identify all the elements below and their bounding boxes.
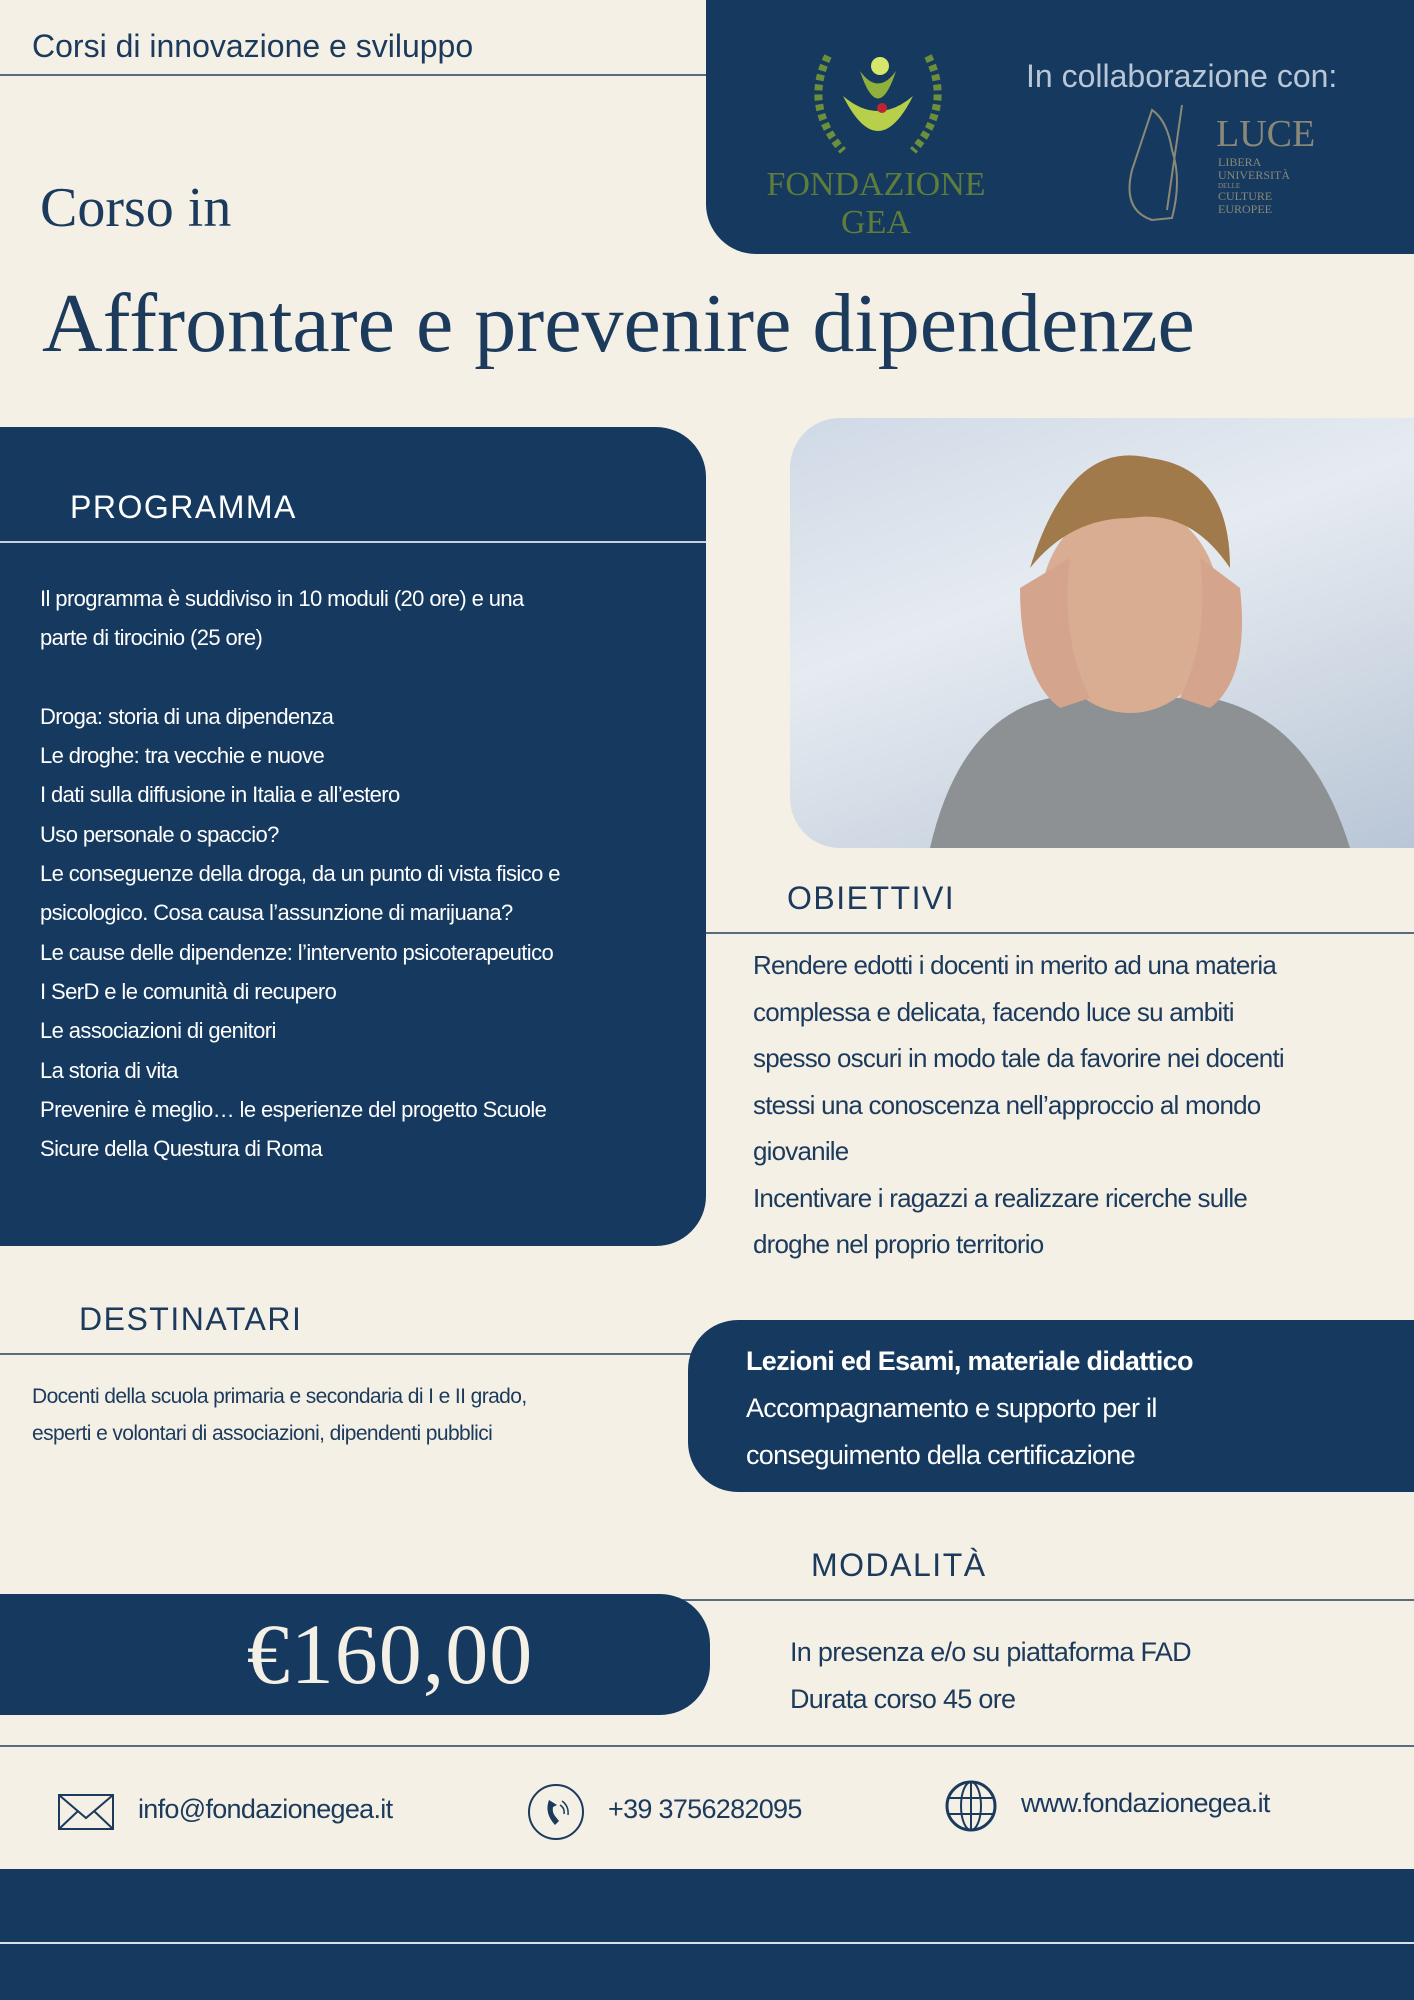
servizi-panel: [688, 1320, 1414, 1492]
globe-icon: [945, 1780, 997, 1832]
module-item: Le associazioni di genitori: [40, 1018, 276, 1044]
programma-heading: PROGRAMMA: [70, 489, 297, 525]
tagline: Corsi di innovazione e sviluppo: [32, 28, 474, 64]
module-item: Le cause delle dipendenze: l’intervento psicoterapeutico: [40, 939, 554, 965]
phone-icon: [527, 1783, 585, 1841]
destinatari-text: Docenti della scuola primaria e secondaria di I e II grado, esperti e volontari di associazioni, dipendenti pubblici: [32, 1385, 527, 1445]
module-item: Le droghe: tra vecchie e nuove: [40, 743, 325, 769]
module-item: Sicure della Questura di Roma: [40, 1136, 323, 1162]
stressed-person-photo: [790, 418, 1414, 848]
programma-panel: [0, 427, 706, 1246]
divider: [676, 1599, 1414, 1601]
module-item: La storia di vita: [40, 1057, 178, 1083]
module-item: I SerD e le comunità di recupero: [40, 978, 337, 1004]
phone-link[interactable]: +39 3756282095: [608, 1794, 802, 1824]
collab-label: In collaborazione con:: [1026, 58, 1338, 94]
modalita-heading: MODALITÀ: [811, 1547, 987, 1583]
envelope-icon: [58, 1794, 114, 1830]
gea-logo-line1: FONDAZIONE: [766, 166, 986, 203]
footer-band: [0, 1869, 1414, 2000]
luce-logo-name: LUCE: [1216, 113, 1316, 155]
module-item: I dati sulla diffusione in Italia e all’estero: [40, 782, 400, 808]
logo-panel: [706, 0, 1414, 254]
website-link[interactable]: www.fondazionegea.it: [1021, 1788, 1270, 1818]
gea-logo-line2: GEA: [841, 204, 911, 241]
divider: [0, 1353, 700, 1355]
module-item: Uso personale o spaccio?: [40, 821, 279, 847]
divider: [0, 541, 706, 543]
divider: [0, 1745, 1414, 1747]
price: €160,00: [246, 1606, 534, 1702]
divider: [0, 74, 706, 76]
email-link[interactable]: info@fondazionegea.it: [138, 1794, 393, 1824]
fondazione-gea-logo-icon: [798, 36, 958, 166]
luce-statue-icon: [1112, 100, 1212, 225]
module-item: Droga: storia di una dipendenza: [40, 703, 334, 729]
module-item: psicologico. Cosa causa l’assunzione di marijuana?: [40, 900, 513, 926]
price-panel: [0, 1594, 710, 1715]
destinatari-heading: DESTINATARI: [79, 1301, 303, 1337]
module-item: Le conseguenze della droga, da un punto di vista fisico e: [40, 861, 560, 887]
footer-divider: [0, 1942, 1414, 1944]
module-item: Prevenire è meglio… le esperienze del progetto Scuole: [40, 1096, 547, 1122]
obiettivi-heading: OBIETTIVI: [787, 880, 956, 916]
servizi-bold: Lezioni ed Esami, materiale didattico: [746, 1346, 1193, 1376]
luce-logo-sub: LIBERA UNIVERSITÀ DELLE CULTURE EUROPEE: [1218, 155, 1290, 216]
servizi-line: conseguimento della certificazione: [746, 1440, 1135, 1470]
servizi-line: Accompagnamento e supporto per il: [746, 1393, 1157, 1423]
divider: [706, 932, 1414, 934]
programma-text: Il programma è suddiviso in 10 moduli (20 ore) e una parte di tirocinio (25 ore) Droga: storia di una dipendenza Le droghe: tra vecchie e nuove I dati sulla diffusione in Italia e all’estero Uso personale o spaccio? Le conseguenze della droga, da un punto di vista fisico e psicologico. Cosa causa l’assunzione di marijuana? Le cause delle dipendenze: l’intervento psicoterapeutico I SerD e le comunità di recupero Le associazioni di genitori La storia di vita Prevenire è meglio… le esperienze del progetto Scuole Sicure della Questura di Roma: [40, 579, 680, 1168]
course-prefix: Corso in: [40, 177, 232, 239]
obiettivi-text: Rendere edotti i docenti in merito ad una materia complessa e delicata, facendo luce su ambiti spesso oscuri in modo tale da favorire nei docenti stessi una conoscenza nell’approccio al mondo giovanile Incentivare i ragazzi a realizzare ricerche sulle droghe nel proprio territorio: [753, 950, 1284, 1259]
modalita-text: In presenza e/o su piattaforma FAD Durata corso 45 ore: [790, 1637, 1191, 1714]
course-title: Affrontare e prevenire dipendenze: [42, 277, 1195, 370]
